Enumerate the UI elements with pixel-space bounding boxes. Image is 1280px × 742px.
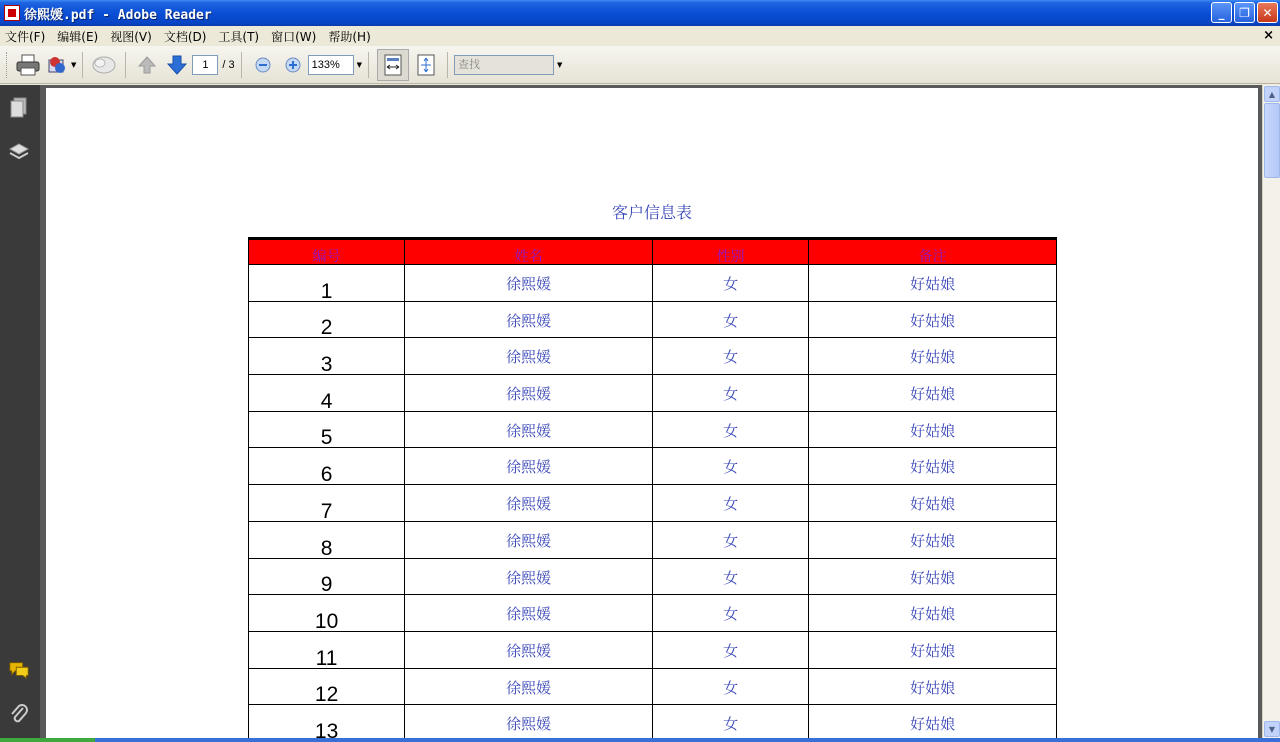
- cell-gender: 女: [652, 411, 808, 448]
- cell-gender: 女: [652, 448, 808, 485]
- cell-name: 徐熙媛: [405, 338, 653, 375]
- cell-id: 6: [249, 448, 405, 485]
- cell-id: 3: [249, 338, 405, 375]
- menu-window[interactable]: 窗口(W): [271, 29, 317, 44]
- pages-icon[interactable]: [8, 97, 30, 119]
- table-row: [249, 668, 1057, 705]
- arrow-down-icon: [166, 54, 188, 76]
- cell-id: 11: [249, 631, 405, 668]
- cell-name: 徐熙媛: [405, 265, 653, 302]
- email-button[interactable]: [45, 52, 71, 78]
- cell-note: 好姑娘: [809, 301, 1057, 338]
- table-row: [249, 705, 1057, 738]
- cell-gender: 女: [652, 338, 808, 375]
- cell-name: 徐熙媛: [405, 595, 653, 632]
- toolbar: [0, 46, 1280, 84]
- cell-name: 徐熙媛: [405, 301, 653, 338]
- table-row: [249, 265, 1057, 302]
- cell-id: 7: [249, 485, 405, 522]
- cell-gender: 女: [652, 375, 808, 412]
- cell-name: 徐熙媛: [405, 411, 653, 448]
- title-bar: [0, 0, 1280, 26]
- cell-gender: 女: [652, 631, 808, 668]
- navigation-panel: [0, 85, 40, 738]
- cell-note: 好姑娘: [809, 265, 1057, 302]
- cell-id: 1: [249, 265, 405, 302]
- cell-gender: 女: [652, 265, 808, 302]
- zoom-in-icon: [284, 56, 302, 74]
- cell-name: 徐熙媛: [405, 558, 653, 595]
- separator: [447, 52, 448, 78]
- cell-id: 12: [249, 668, 405, 705]
- pdf-app-icon: [4, 5, 20, 21]
- cell-note: 好姑娘: [809, 631, 1057, 668]
- fit-width-icon: [383, 54, 403, 76]
- menu-document[interactable]: 文档(D): [163, 29, 207, 44]
- table-row: [249, 448, 1057, 485]
- menu-file[interactable]: 文件(F): [5, 29, 46, 44]
- cell-id: 4: [249, 375, 405, 412]
- cell-gender: 女: [652, 521, 808, 558]
- cell-note: 好姑娘: [809, 668, 1057, 705]
- header-note: 备注: [809, 239, 1057, 265]
- cell-note: 好姑娘: [809, 521, 1057, 558]
- comments-icon[interactable]: [8, 659, 30, 681]
- cell-name: 徐熙媛: [405, 521, 653, 558]
- menu-bar: [0, 26, 1280, 46]
- table-body: [249, 265, 1057, 739]
- menu-edit[interactable]: 编辑(E): [57, 29, 99, 44]
- cell-gender: 女: [652, 301, 808, 338]
- attachments-icon[interactable]: [8, 703, 30, 725]
- cloud-icon: [91, 54, 117, 76]
- cell-id: 10: [249, 595, 405, 632]
- header-gender: 性别: [652, 239, 808, 265]
- table-row: [249, 595, 1057, 632]
- minimize-button[interactable]: _: [1211, 2, 1232, 23]
- table-row: [249, 558, 1057, 595]
- find-input[interactable]: 查找: [454, 55, 554, 75]
- scroll-thumb[interactable]: [1264, 103, 1280, 178]
- previous-page-button[interactable]: [134, 52, 160, 78]
- email-dropdown-icon[interactable]: ▼: [71, 60, 77, 69]
- cell-name: 徐熙媛: [405, 631, 653, 668]
- cell-note: 好姑娘: [809, 558, 1057, 595]
- cell-name: 徐熙媛: [405, 705, 653, 738]
- table-row: [249, 631, 1057, 668]
- zoom-out-icon: [254, 56, 272, 74]
- cell-gender: 女: [652, 705, 808, 738]
- comments-tool-button[interactable]: [91, 52, 117, 78]
- close-button[interactable]: ✕: [1257, 2, 1278, 23]
- table-row: [249, 338, 1057, 375]
- fit-width-button[interactable]: [377, 49, 409, 81]
- cell-name: 徐熙媛: [405, 375, 653, 412]
- menu-tools[interactable]: 工具(T): [218, 29, 260, 44]
- zoom-in-button[interactable]: [280, 52, 306, 78]
- scroll-down-button[interactable]: ▼: [1264, 721, 1280, 737]
- zoom-level-input[interactable]: 133%: [308, 55, 354, 75]
- scroll-up-button[interactable]: ▲: [1264, 86, 1280, 102]
- cell-id: 9: [249, 558, 405, 595]
- table-row: [249, 375, 1057, 412]
- document-view[interactable]: [40, 85, 1262, 738]
- window-title: 徐熙媛.pdf - Adobe Reader: [24, 7, 212, 23]
- header-name: 姓名: [405, 239, 653, 265]
- separator: [368, 52, 369, 78]
- cell-gender: 女: [652, 595, 808, 632]
- zoom-dropdown-icon[interactable]: ▼: [356, 60, 363, 69]
- table-row: [249, 411, 1057, 448]
- layers-icon[interactable]: [8, 140, 30, 162]
- toolbar-grip[interactable]: [6, 52, 9, 78]
- header-id: 编号: [249, 239, 405, 265]
- cell-note: 好姑娘: [809, 485, 1057, 522]
- document-close-button[interactable]: ×: [1263, 28, 1274, 43]
- cell-name: 徐熙媛: [405, 485, 653, 522]
- separator: [241, 52, 242, 78]
- cell-id: 13: [249, 705, 405, 738]
- table-row: [249, 485, 1057, 522]
- pdf-page: [46, 88, 1258, 738]
- arrow-up-icon: [137, 55, 157, 75]
- window-controls: [1211, 2, 1278, 23]
- cell-note: 好姑娘: [809, 411, 1057, 448]
- page-total: / 3: [222, 58, 235, 71]
- cell-gender: 女: [652, 485, 808, 522]
- print-button[interactable]: [15, 52, 41, 78]
- cell-gender: 女: [652, 668, 808, 705]
- fit-page-button[interactable]: [413, 52, 439, 78]
- table-row: [249, 521, 1057, 558]
- taskbar-start-edge: [0, 738, 95, 742]
- next-page-button[interactable]: [164, 52, 190, 78]
- cell-note: 好姑娘: [809, 705, 1057, 738]
- cell-name: 徐熙媛: [405, 448, 653, 485]
- cell-note: 好姑娘: [809, 375, 1057, 412]
- vertical-scrollbar[interactable]: [1262, 85, 1280, 738]
- menu-help[interactable]: 帮助(H): [328, 29, 371, 44]
- cell-id: 5: [249, 411, 405, 448]
- cell-note: 好姑娘: [809, 448, 1057, 485]
- table-row: [249, 301, 1057, 338]
- zoom-out-button[interactable]: [250, 52, 276, 78]
- customer-table: [248, 237, 1057, 738]
- share-icon: [46, 54, 70, 76]
- table-header-row: [249, 239, 1057, 265]
- document-title: 客户信息表: [611, 203, 692, 222]
- menu-view[interactable]: 视图(V): [110, 29, 152, 44]
- cell-gender: 女: [652, 558, 808, 595]
- fit-page-icon: [416, 54, 436, 76]
- printer-icon: [16, 54, 40, 76]
- page-number-input[interactable]: 1: [192, 55, 218, 75]
- cell-id: 2: [249, 301, 405, 338]
- taskbar-edge: [0, 738, 1280, 742]
- cell-note: 好姑娘: [809, 595, 1057, 632]
- separator: [125, 52, 126, 78]
- cell-name: 徐熙媛: [405, 668, 653, 705]
- cell-id: 8: [249, 521, 405, 558]
- maximize-button[interactable]: ❐: [1234, 2, 1255, 23]
- cell-note: 好姑娘: [809, 338, 1057, 375]
- separator: [82, 52, 83, 78]
- find-dropdown-icon[interactable]: ▼: [557, 60, 563, 69]
